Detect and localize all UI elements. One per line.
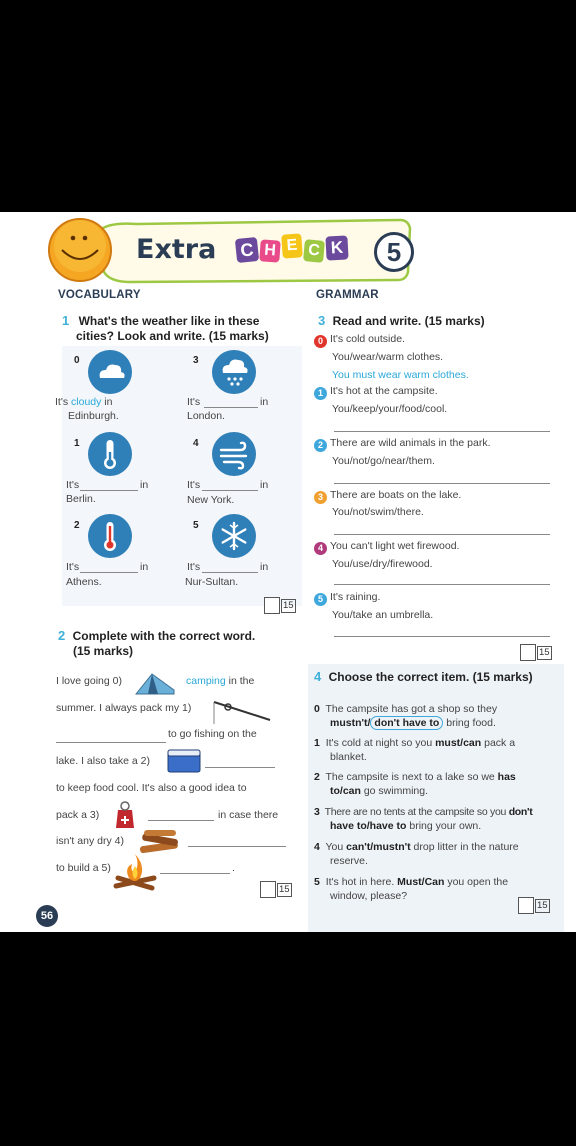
q1-number: 1 [62, 313, 70, 328]
q1-item-line1: It's cloudy in [55, 396, 113, 408]
wind-icon [212, 432, 256, 476]
snowflake-icon [212, 514, 256, 558]
q2-line: in case there [218, 809, 279, 821]
q4-choice[interactable]: to/can [330, 785, 361, 797]
check-letter: K [325, 235, 348, 260]
q1-item-number: 4 [193, 438, 199, 449]
q2-example-answer: camping [186, 675, 226, 687]
q2-line: to build a 5) [56, 862, 111, 874]
answer-line[interactable] [334, 431, 550, 432]
q4-item-line2: have to/have to bring your own. [330, 820, 482, 832]
q4-choice[interactable]: have to/have to [330, 820, 407, 832]
answer-line[interactable] [202, 490, 258, 491]
answer-line[interactable] [160, 873, 230, 874]
score-input[interactable] [260, 881, 276, 898]
q4-choice[interactable]: Must/Can [397, 876, 445, 888]
score-input[interactable] [264, 597, 280, 614]
q4-item: 3 There are no tents at the campsite so you don't [314, 806, 533, 818]
q3-item-sentence: 5 It's raining. [314, 591, 380, 606]
q3-item-number: 2 [314, 439, 327, 452]
check-letter: C [303, 239, 325, 263]
q3-item-number: 3 [314, 491, 327, 504]
q1-item-number: 1 [74, 438, 80, 449]
cool-box-icon [166, 746, 202, 779]
q2-score-box [260, 881, 290, 897]
q4-item: 5 It's hot in here. Must/Can you open the [314, 876, 509, 888]
q1-item-line1: It's [187, 561, 201, 573]
q4-item-line2: window, please? [330, 890, 408, 902]
q1-item-city: London. [187, 410, 225, 422]
score-total: 15 [283, 600, 294, 611]
answer-line[interactable] [334, 584, 550, 585]
q4-title: 4 Choose the correct item. (15 marks) [314, 669, 533, 684]
q1-item-number: 5 [193, 520, 199, 531]
vocabulary-heading: VOCABULARY [58, 289, 141, 301]
q3-score-box [520, 644, 550, 660]
q3-item-prompt: You/take an umbrella. [332, 609, 434, 621]
answer-line[interactable] [80, 490, 138, 491]
fishing-rod-icon [210, 696, 274, 731]
hot-thermometer-icon [88, 514, 132, 558]
answer-line[interactable] [205, 767, 275, 768]
snow-cloud-icon [212, 350, 256, 394]
answer-line[interactable] [188, 846, 286, 847]
q3-example-answer: You must wear warm clothes. [332, 369, 469, 381]
q2-line: camping in the [186, 675, 255, 687]
q4-item-line2: mustn't/ don't have to bring food. [330, 717, 496, 729]
q3-item-prompt: You/use/dry/firewood. [332, 558, 433, 570]
first-aid-kit-icon [112, 800, 138, 835]
cold-thermometer-icon [88, 432, 132, 476]
q3-item-prompt: You/not/go/near/them. [332, 455, 435, 467]
q4-choice[interactable]: must/can [435, 737, 482, 749]
q2-line: I love going 0) [56, 675, 122, 687]
q4-item: 4 You can't/mustn't drop litter in the nature [314, 841, 519, 853]
check-letter: C [235, 237, 259, 263]
score-input[interactable] [520, 644, 536, 661]
q3-item-prompt: You/wear/warm clothes. [332, 351, 444, 363]
tent-icon [134, 670, 178, 701]
q4-example-circled-answer: don't have to [370, 716, 443, 730]
q4-item-line2: blanket. [330, 751, 367, 763]
check-letter: H [259, 239, 280, 262]
q3-item-prompt: You/keep/your/food/cool. [332, 403, 448, 415]
page-number: 56 [40, 910, 54, 922]
check-letter: E [281, 233, 303, 258]
q4-choice[interactable]: can't/mustn't [346, 841, 411, 853]
answer-line[interactable] [56, 742, 166, 743]
q1-item-number: 0 [74, 355, 80, 366]
workbook-page: Extra C H E C K 5 VOCABULARY 1 What's the weather like in these cities? Look and write. (15 marks) 0 It's cloudy in Edinburgh. 3 It's in London. 1 It's in Berlin. 4 It's in New York. 2 It's in Athens. 5 It's in Nur-Sultan. 15 2 Complete with the correct word. (15 marks) I love going 0) camping in the summer. I always pack my 1) to go fishing on the lake. I also take a 2) to keep food cool. It's also a good idea to pack a 3) in case there isn't any dry 4) to build a 5) . 15 56 GRAMMAR 3 Read and write. (15 marks) 0 It's cold outside. You/wear/warm clothes. You must wear warm clothes. 1 It's hot at the campsite. You/keep/your/food/cool. 2 There are wild animals in the park. You/not/go/near/them. 3 There are boats on the lake. You/not/swim/there. 4 You can't light wet firewood. You/use/dry/firewood. 5 It's raining. You/take an umbrella. 15 4 Choose the correct item. (15 marks) 0 The campsite has got a shop so they mustn't/ don't have to bring food. 1 It's cold at night so you must/can pack a blanket. 2 The campsite is next to a lake so we has to/can go swimming. 3 There are no tents at the campsite so you don't have to/have to bring your own. 4 You can't/mustn't drop litter in the nature reserve. 5 It's hot in here. Must/Can you open the window, please? 15 [0, 212, 576, 932]
q2-line: pack a 3) [56, 809, 100, 821]
smiley-icon [40, 216, 420, 288]
q1-item-line1: It's [66, 479, 80, 491]
q4-item: 0 The campsite has got a shop so they [314, 703, 498, 715]
q3-item-number: 1 [314, 387, 327, 400]
q4-choice[interactable]: don't [508, 806, 533, 818]
q1-item-number: 3 [193, 355, 199, 366]
cloud-icon [88, 350, 132, 394]
score-total: 15 [539, 647, 550, 658]
q4-choice[interactable]: has [497, 771, 516, 783]
q3-item-sentence: 2 There are wild animals in the park. [314, 437, 491, 452]
q3-item-number: 0 [314, 335, 327, 348]
q2-line: lake. I also take a 2) [56, 755, 150, 767]
q1-item-city: New York. [187, 494, 235, 506]
q1-item-city: Berlin. [66, 493, 96, 505]
q2-number: 2 [58, 628, 66, 643]
answer-line[interactable] [334, 636, 550, 637]
q1-item-city: Edinburgh. [68, 410, 119, 422]
q3-item-number: 4 [314, 542, 327, 555]
page-number-badge [36, 905, 58, 927]
q2-line: to keep food cool. It's also a good idea to [56, 782, 247, 794]
q3-number: 3 [318, 313, 326, 328]
q2-line: isn't any dry 4) [56, 835, 124, 847]
answer-line[interactable] [204, 407, 258, 408]
q3-item-sentence: 1 It's hot at the campsite. [314, 385, 438, 400]
q1-item-line1: It's [187, 396, 201, 408]
q4-item-line2: reserve. [330, 855, 368, 867]
q1-item-number: 2 [74, 520, 80, 531]
header-banner [40, 216, 420, 288]
unit-number-badge [374, 232, 414, 272]
score-total: 15 [279, 884, 290, 895]
grammar-heading: GRAMMAR [316, 289, 379, 301]
answer-line[interactable] [148, 820, 214, 821]
answer-line[interactable] [334, 483, 550, 484]
q4-item: 2 The campsite is next to a lake so we has [314, 771, 516, 783]
score-input[interactable] [518, 897, 534, 914]
answer-line[interactable] [80, 572, 138, 573]
q3-item-number: 5 [314, 593, 327, 606]
q4-item: 1 It's cold at night so you must/can pack a [314, 737, 516, 749]
answer-line[interactable] [202, 572, 258, 573]
q4-score-box [518, 897, 548, 913]
q1-item-line1: It's [66, 561, 80, 573]
answer-line[interactable] [334, 534, 550, 535]
q1-example-answer: cloudy [71, 396, 102, 408]
q4-item-line2: to/can go swimming. [330, 785, 429, 797]
q1-title: 1 What's the weather like in these cities? Look and write. (15 marks) [62, 313, 269, 343]
q3-item-prompt: You/not/swim/there. [332, 506, 424, 518]
q2-line: to go fishing on the [168, 728, 257, 740]
title-word: Extra [136, 234, 217, 265]
q2-line: summer. I always pack my 1) [56, 702, 192, 714]
q3-title: 3 Read and write. (15 marks) [318, 313, 485, 328]
q1-item-city: Athens. [66, 576, 102, 588]
campfire-icon [112, 852, 158, 897]
q1-score-box [264, 597, 294, 613]
q3-item-sentence: 0 It's cold outside. [314, 333, 405, 348]
score-total: 15 [537, 900, 548, 911]
q1-item-line1: It's [187, 479, 201, 491]
q3-item-sentence: 3 There are boats on the lake. [314, 489, 461, 504]
q4-number: 4 [314, 669, 322, 684]
q3-item-sentence: 4 You can't light wet firewood. [314, 540, 459, 555]
unit-number: 5 [386, 237, 402, 267]
q1-item-city: Nur-Sultan. [185, 576, 239, 588]
q2-title: 2 Complete with the correct word. (15 marks) [58, 628, 256, 658]
